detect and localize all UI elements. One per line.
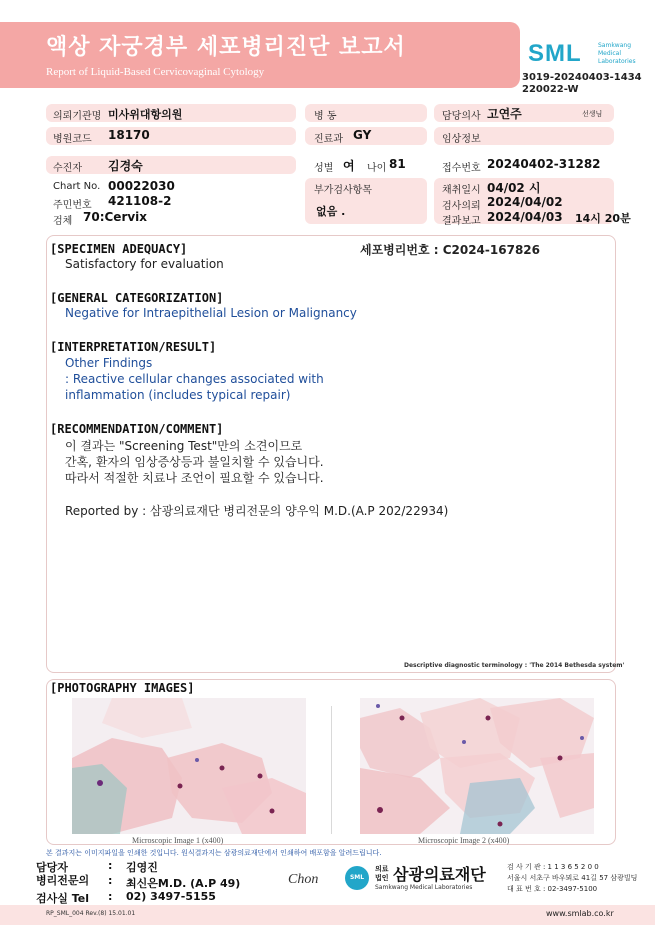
sex-value: 여	[343, 159, 355, 173]
resident-value: 421108-2	[108, 194, 172, 208]
interpretation-line3: inflammation (includes typical repair)	[65, 388, 291, 402]
report-date-value: 2024/04/03	[487, 210, 563, 224]
organization-logo	[345, 862, 495, 894]
staff-colon: :	[108, 859, 113, 872]
receipt-label: 접수번호	[442, 163, 481, 174]
pathologist-signature: Chon	[288, 872, 319, 887]
report-subtitle: Report of Liquid-Based Cervicovaginal Cytology	[46, 66, 265, 78]
org-tel: 대 표 번 호 : 02-3497-5100	[507, 885, 598, 893]
org-english-name: Samkwang Medical Laboratories	[375, 884, 473, 891]
header-band-edge	[0, 22, 34, 88]
phone-label: 검사실 Tel	[36, 892, 89, 905]
dept-value: GY	[353, 128, 372, 142]
org-emblem-icon: SML	[345, 866, 369, 890]
adequacy-heading: [SPECIMEN ADEQUACY]	[50, 242, 188, 256]
specimen-value: 70:Cervix	[83, 210, 148, 224]
photo-divider	[331, 706, 332, 834]
extra-test-value: 없음 .	[316, 205, 346, 218]
institution-value: 미사위대항의원	[108, 108, 183, 121]
staff-label: 담당자	[36, 861, 68, 874]
request-label: 검사의뢰	[442, 201, 481, 212]
resident-label: 주민번호	[53, 200, 92, 211]
collect-label: 채취일시	[442, 185, 481, 196]
collect-value: 04/02 시	[487, 181, 541, 195]
print-notice: 본 결과지는 이미지파일을 인쇄한 것입니다. 원식결과지는 삼광의료재단에서 인쇄하여 배포함을 알려드립니다.	[46, 849, 382, 857]
image-caption-1: Microscopic Image 1 (x400)	[132, 836, 224, 845]
org-prefix: 의료 법인	[375, 865, 389, 882]
report-time-value: 14시 20분	[575, 212, 631, 225]
pathologist-value: 최신은M.D. (A.P 49)	[126, 877, 241, 890]
sml-logo	[528, 36, 648, 72]
age-value: 81	[389, 157, 406, 171]
org-address: 서울시 서초구 바우뫼로 41길 57 삼광빌딩	[507, 874, 638, 882]
interpretation-heading: [INTERPRETATION/RESULT]	[50, 340, 217, 354]
doctor-value: 고연주	[487, 107, 522, 121]
reported-by: Reported by : 삼광의료재단 병리전문의 양우익 M.D.(A.P 202/22934)	[65, 504, 449, 518]
logo-subtext: Samkwang Medical Laboratories	[598, 42, 636, 65]
age-label: 나이	[367, 163, 387, 174]
microscopic-image-1	[72, 698, 306, 834]
category-text: Negative for Intraepithelial Lesion or Malignancy	[65, 306, 357, 320]
recommendation-line2: 간혹, 환자의 임상증상등과 불일치할 수 있습니다.	[65, 455, 324, 469]
cytology-number: 세포병리번호 : C2024-167826	[360, 243, 540, 257]
org-registration: 검 사 기 관 : 1 1 3 6 5 2 0 0	[507, 863, 599, 871]
institution-label: 의뢰기관명	[53, 111, 102, 122]
category-heading: [GENERAL CATEGORIZATION]	[50, 291, 224, 305]
phone-colon: :	[108, 890, 113, 903]
recipient-value: 김경숙	[108, 159, 143, 173]
document-number-line2: 220022-W	[522, 84, 579, 95]
website-link[interactable]: www.smlab.co.kr	[546, 909, 614, 918]
org-info	[507, 862, 637, 895]
staff-value: 김영진	[126, 861, 158, 874]
recommendation-heading: [RECOMMENDATION/COMMENT]	[50, 422, 224, 436]
report-date-label: 결과보고	[442, 216, 481, 227]
document-number-line1: 3019-20240403-1434	[522, 72, 642, 83]
pathologist-colon: :	[108, 874, 113, 887]
recommendation-line1: 이 결과는 "Screening Test"만의 소견이므로	[65, 439, 303, 453]
image-caption-2: Microscopic Image 2 (x400)	[418, 836, 510, 845]
doctor-suffix: 선생님	[582, 110, 603, 118]
terminology-note: Descriptive diagnostic terminology : 'The 2014 Bethesda system'	[404, 662, 625, 669]
sex-label: 성별	[314, 163, 334, 174]
interpretation-line2: : Reactive cellular changes associated with	[65, 372, 324, 386]
recipient-label: 수진자	[53, 163, 82, 174]
ward-label: 병 동	[314, 111, 337, 122]
clinical-label: 임상정보	[442, 134, 481, 145]
dept-label: 진료과	[314, 134, 343, 145]
logo-text: SML	[528, 40, 582, 67]
receipt-value: 20240402-31282	[487, 157, 601, 171]
extra-test-label: 부가검사항목	[314, 185, 372, 196]
adequacy-text: Satisfactory for evaluation	[65, 257, 224, 271]
org-name: 삼광의료재단	[393, 865, 486, 884]
recommendation-line3: 따라서 적절한 치료나 조언이 필요할 수 있습니다.	[65, 471, 324, 485]
recipient-row	[46, 156, 296, 174]
interpretation-line1: Other Findings	[65, 356, 153, 370]
request-value: 2024/04/02	[487, 195, 563, 209]
doctor-label: 담당의사	[442, 111, 481, 122]
hospital-code-value: 18170	[108, 128, 150, 142]
hospital-code-label: 병원코드	[53, 134, 92, 145]
chart-value: 00022030	[108, 179, 175, 193]
chart-label: Chart No.	[53, 181, 101, 192]
specimen-label: 검체	[53, 216, 73, 227]
pathologist-label: 병리전문의	[36, 874, 90, 887]
phone-value: 02) 3497-5155	[126, 890, 216, 903]
form-code: RP_SML_004 Rev.(8) 15.01.01	[46, 910, 136, 917]
report-title: 액상 자궁경부 세포병리진단 보고서	[46, 35, 406, 60]
microscopic-image-2	[360, 698, 594, 834]
photo-heading: [PHOTOGRAPHY IMAGES]	[50, 681, 195, 695]
document-number	[522, 72, 652, 96]
